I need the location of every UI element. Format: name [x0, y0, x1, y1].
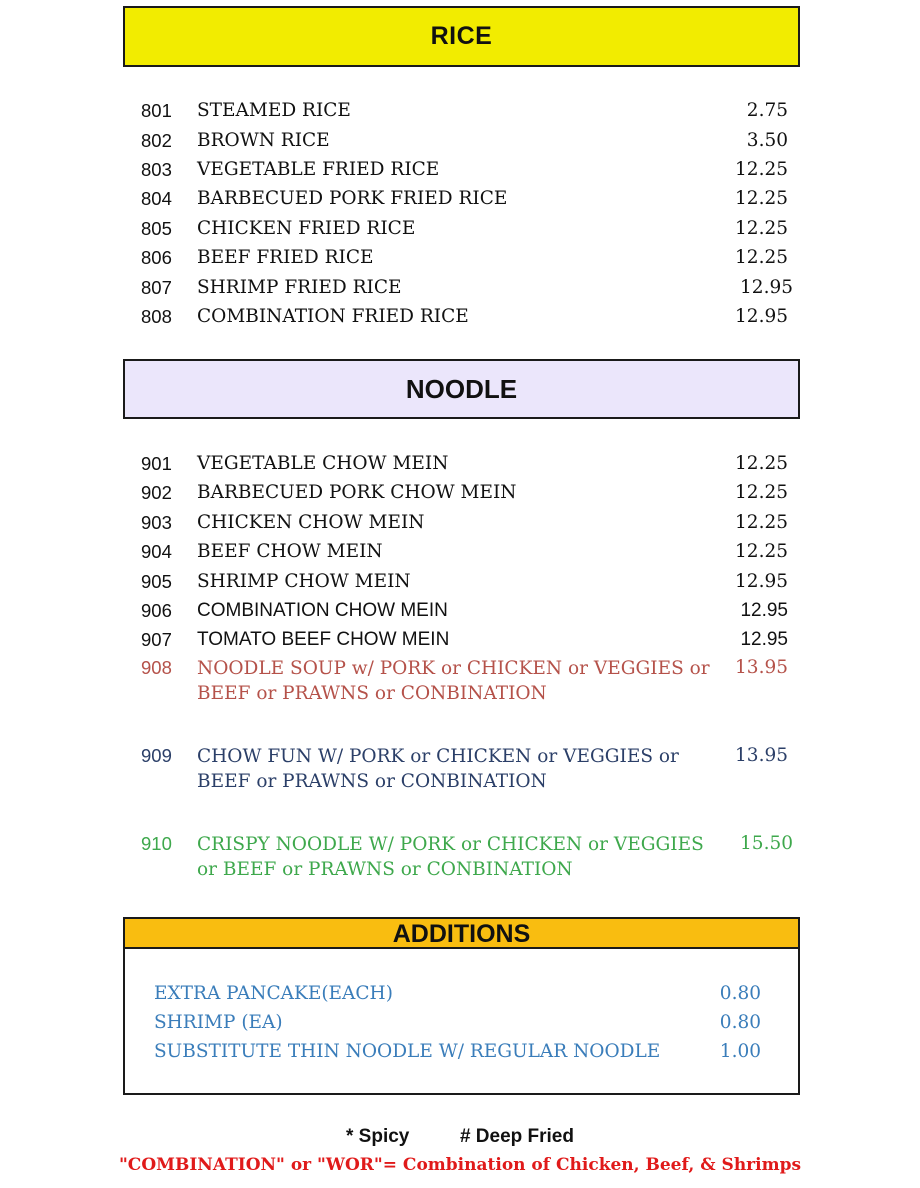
item-name: SHRIMP FRIED RICE: [197, 277, 402, 298]
item-number: 905: [141, 571, 172, 592]
legend: [0, 1126, 920, 1148]
item-number: 807: [141, 277, 172, 298]
item-price: 12.25: [735, 482, 788, 503]
item-price: 12.25: [735, 188, 788, 209]
item-number: 808: [141, 306, 172, 327]
legend-spicy: * Spicy: [346, 1126, 410, 1147]
noodle-section-header: [123, 359, 800, 419]
item-name: CHICKEN FRIED RICE: [197, 218, 416, 239]
item-price: 12.25: [735, 512, 788, 533]
item-number: 802: [141, 130, 172, 151]
item-name: BEEF FRIED RICE: [197, 247, 374, 268]
item-price: 3.50: [746, 130, 788, 151]
rice-section-header: [123, 6, 800, 67]
addition-price: 1.00: [719, 1041, 761, 1062]
item-number: 804: [141, 188, 172, 209]
item-price: 12.25: [735, 453, 788, 474]
item-number: 909: [141, 745, 172, 766]
item-name: VEGETABLE FRIED RICE: [197, 159, 440, 180]
additions-section-header: [125, 919, 798, 949]
item-number: 803: [141, 159, 172, 180]
item-price: 12.95: [740, 600, 788, 621]
item-number: 906: [141, 600, 172, 621]
legend-deep-fried: # Deep Fried: [459, 1126, 574, 1147]
item-name: BARBECUED PORK CHOW MEIN: [197, 482, 517, 503]
item-price: 12.25: [735, 541, 788, 562]
item-number: 910: [141, 833, 172, 854]
item-name: COMBINATION FRIED RICE: [197, 306, 469, 327]
item-price: 12.95: [740, 629, 788, 650]
item-price: 12.95: [740, 277, 793, 298]
additions-title: ADDITIONS: [392, 919, 531, 948]
item-name: COMBINATION CHOW MEIN: [197, 600, 448, 621]
item-name: BARBECUED PORK FRIED RICE: [197, 188, 508, 209]
item-name: STEAMED RICE: [197, 100, 351, 121]
addition-name: SUBSTITUTE THIN NOODLE W/ REGULAR NOODLE: [154, 1041, 661, 1062]
item-name: VEGETABLE CHOW MEIN: [197, 453, 449, 474]
additions-box: [123, 917, 800, 1095]
item-name: SHRIMP CHOW MEIN: [197, 571, 411, 592]
item-number: 908: [141, 657, 172, 678]
item-price: 15.50: [740, 833, 793, 854]
item-number: 805: [141, 218, 172, 239]
combination-note: "COMBINATION" or "WOR"= Combination of Chicken, Beef, & Shrimps: [118, 1155, 802, 1175]
item-price: 12.25: [735, 218, 788, 239]
item-number: 806: [141, 247, 172, 268]
item-price: 12.95: [735, 306, 788, 327]
rice-title: RICE: [430, 22, 493, 50]
addition-name: SHRIMP (EA): [154, 1012, 283, 1033]
item-number: 902: [141, 482, 172, 503]
item-number: 801: [141, 100, 172, 121]
addition-price: 0.80: [719, 983, 761, 1004]
item-price: 12.25: [735, 247, 788, 268]
item-name: CHOW FUN W/ PORK or CHICKEN or VEGGIES or BEEF or PRAWNS or CONBINATION: [197, 746, 679, 792]
item-price: 12.95: [735, 571, 788, 592]
item-number: 903: [141, 512, 172, 533]
item-name: CRISPY NOODLE W/ PORK or CHICKEN or VEGGIES or BEEF or PRAWNS or CONBINATION: [197, 834, 704, 880]
addition-name: EXTRA PANCAKE(EACH): [154, 983, 393, 1004]
item-name: CHICKEN CHOW MEIN: [197, 512, 425, 533]
item-name: TOMATO BEEF CHOW MEIN: [197, 629, 450, 650]
item-price: 13.95: [735, 657, 788, 678]
item-number: 904: [141, 541, 172, 562]
item-price: 13.95: [735, 745, 788, 766]
item-name: BEEF CHOW MEIN: [197, 541, 383, 562]
item-number: 901: [141, 453, 172, 474]
addition-price: 0.80: [719, 1012, 761, 1033]
item-price: 2.75: [746, 100, 788, 121]
item-number: 907: [141, 629, 172, 650]
noodle-title: NOODLE: [405, 373, 518, 404]
item-name: BROWN RICE: [197, 130, 330, 151]
item-price: 12.25: [735, 159, 788, 180]
item-name: NOODLE SOUP w/ PORK or CHICKEN or VEGGIES or BEEF or PRAWNS or CONBINATION: [197, 658, 710, 704]
